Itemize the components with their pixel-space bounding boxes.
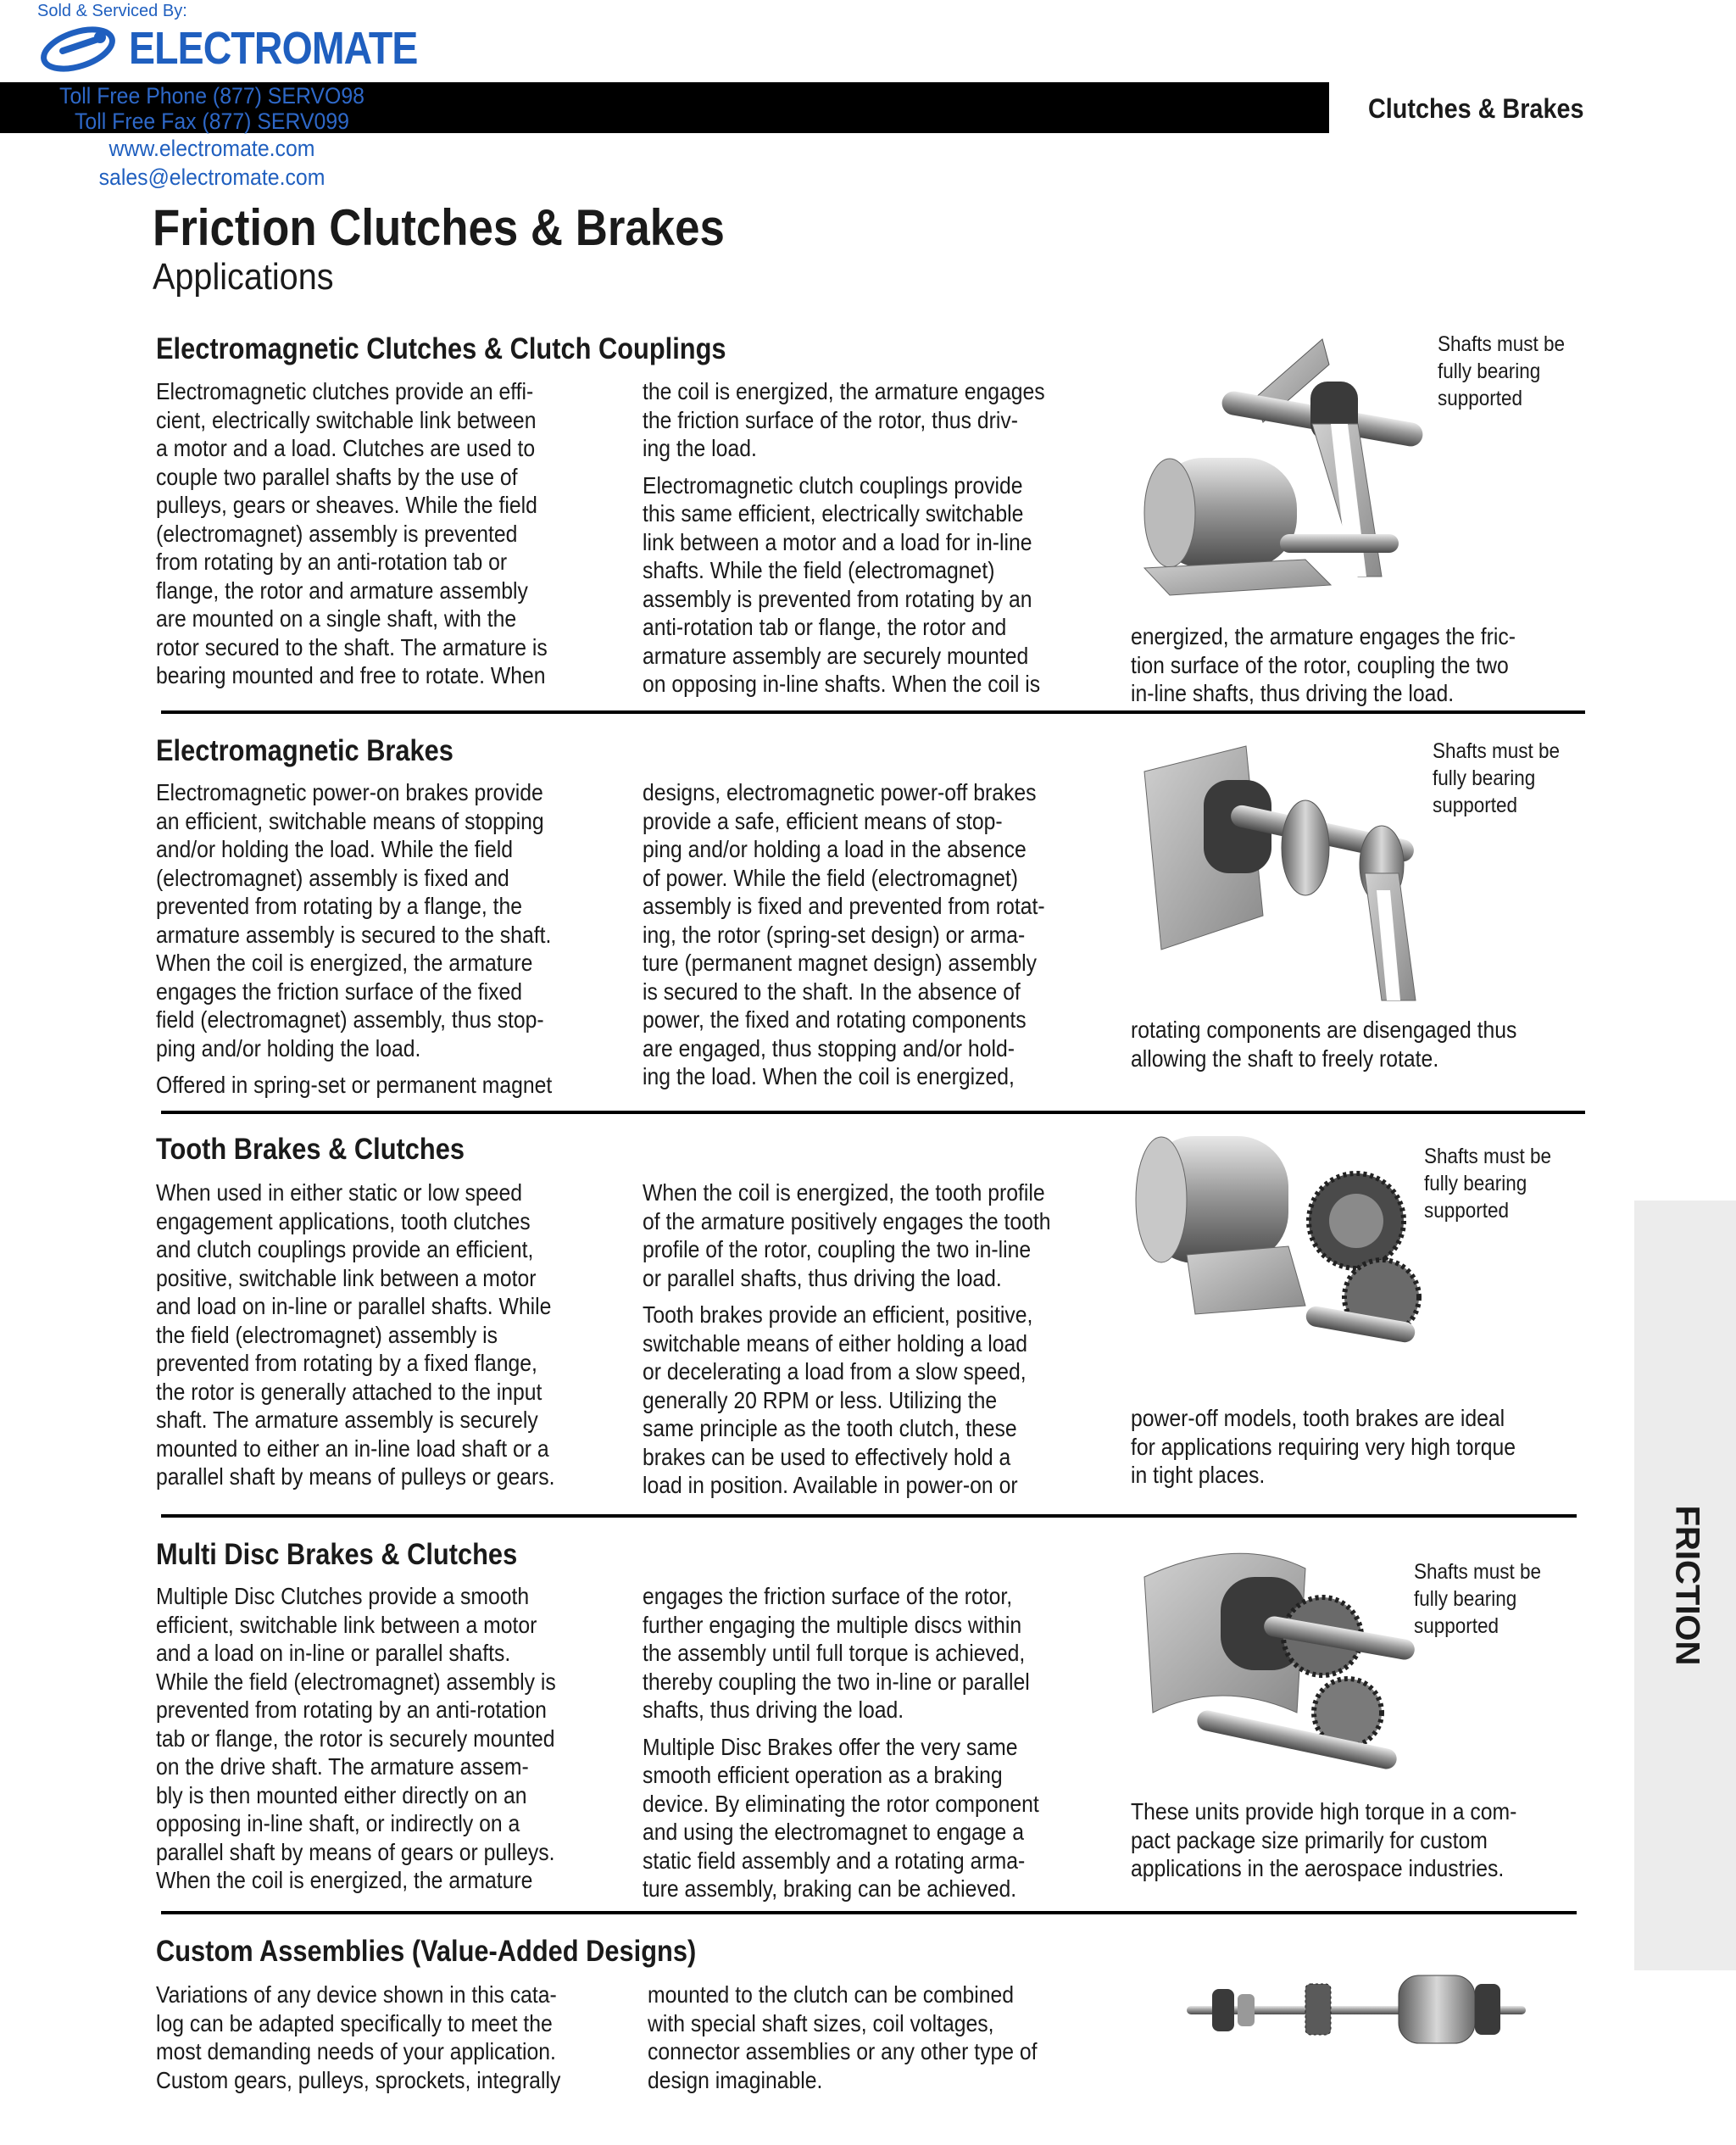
section-divider (161, 1514, 1577, 1518)
section-heading: Tooth Brakes & Clutches (156, 1133, 465, 1166)
bearing-note: Shafts must be fully bearing supported (1438, 332, 1566, 410)
email-link[interactable]: sales@electromate.com (98, 164, 326, 190)
paragraph: Electromagnetic clutches provide an effi- cient, electrically switchable link between a motor and a load. Clutches are used to couple two parallel shafts by the use of pulleys, gears or sheaves. While the field (electromagnet) assembly is prevented from rotating by an anti-rotation tab or flange, the rotor and armature assembly are mounted on a single shaft, with the rotor secured to the shaft. The armature is bearing mounted and free to rotate. When (156, 378, 548, 688)
section-divider (161, 1911, 1577, 1914)
section-text-col3: power-off models, tooth brakes are ideal for applications requiring very high torque in tight places. (1131, 1405, 1516, 1488)
section-text-col2 (643, 778, 1077, 1100)
paragraph: Offered in spring-set or permanent magnet (156, 1072, 553, 1098)
bearing-note: Shafts must be fully bearing supported (1414, 1560, 1542, 1638)
section-text-col3: energized, the armature engages the fric- tion surface of the rotor, coupling the two in-line shafts, thus driving the load. (1131, 623, 1516, 706)
bearing-note: Shafts must be fully bearing supported (1433, 739, 1561, 817)
electromate-logo-icon (37, 25, 122, 73)
side-tab-label: FRICTION (1668, 1505, 1706, 1666)
multi-disc-illustration (1136, 1543, 1424, 1797)
catalog-section-label: Clutches & Brakes (1368, 93, 1584, 124)
page-title: Friction Clutches & Brakes (153, 199, 725, 256)
paragraph: engages the friction surface of the rotor, further engaging the multiple discs within the assembly until full torque is achieved, thereby coupling the two in-line or parallel shafts, thus driving the load. (643, 1583, 1030, 1723)
section-heading: Electromagnetic Brakes (156, 734, 453, 767)
bearing-note: Shafts must be fully bearing supported (1424, 1145, 1552, 1223)
paragraph: Electromagnetic power-on brakes provide an efficient, switchable means of stopping and/or holding the load. While the field (electromagnet) assembly is fixed and prevented from rotating by a flange, the armature assembly is secured to the shaft. When the coil is energized, the armature engages the friction surface of the fixed field (electromagnet) assembly, thus stop- ping and/or holding the load. (156, 779, 552, 1061)
section-text-col1 (156, 377, 591, 699)
section-text-col2 (643, 1582, 1077, 1912)
paragraph: When used in either static or low speed engagement applications, tooth clutches and clutch couplings provide an efficient, positive, switchable link between a motor and load on in-line or parallel shafts. While the field (electromagnet) assembly is prevented from rotating by a fixed flange, the rotor is generally attached to the input shaft. The armature assembly is securely mounted to either an in-line load shaft or a parallel shaft by means of pulleys or gears. (156, 1179, 555, 1490)
brand-name: ELECTROMATE (129, 23, 418, 74)
fax-number: Toll Free Fax (877) SERV099 (74, 109, 349, 134)
section-text-col2 (643, 377, 1077, 707)
website-link[interactable]: www.electromate.com (108, 136, 315, 161)
section-heading: Custom Assemblies (Value-Added Designs) (156, 1935, 697, 1968)
section-text-col2 (648, 1981, 1082, 2103)
clutch-illustration (1136, 331, 1424, 619)
section-text-col2 (643, 1178, 1077, 1508)
paragraph: Variations of any device shown in this cata- log can be adapted specifically to meet the most demanding needs of your application. Custom gears, pulleys, sprockets, integrally (156, 1981, 561, 2093)
section-text-col3: These units provide high torque in a com- pact package size primarily for custom applications in the aerospace industries. (1131, 1798, 1517, 1881)
sold-by-label: Sold & Serviced By: (37, 2, 187, 20)
section-text-col3: rotating components are disengaged thus allowing the shaft to freely rotate. (1131, 1017, 1517, 1072)
paragraph: Multiple Disc Brakes offer the very same smooth efficient operation as a braking device. By eliminating the rotor component and using the electromagnet to engage a static field assembly and a rotating arma- ture assembly, braking can be achieved. (643, 1733, 1039, 1902)
brake-illustration (1136, 729, 1424, 1009)
section-divider (161, 1111, 1585, 1114)
paragraph: Electromagnetic clutch couplings provide this same efficient, electrically switchable link between a motor and a load for in-line shafts. While the field (electromagnet) assembly is prevented from rotating by an anti-rotation tab or flange, the rotor and armature assembly are securely mounted on opposing in-line shafts. When the coil is (643, 471, 1041, 697)
section-text-col1 (156, 778, 591, 1108)
paragraph: designs, electromagnetic power-off brakes provide a safe, efficient means of stop- ping and/or holding a load in the absence of power. While the field (electromagnet) assembly is fixed and prevented from rotat- ing, the rotor (spring-set design) or arma- ture (permanent magnet design) assembly is secured to the shaft. In the absence of power, the fixed and rotating components are engaged, thus stopping and/or hold- ing the load. When the coil is energized, (643, 779, 1045, 1089)
section-text-col1 (156, 1178, 591, 1500)
paragraph: the coil is energized, the armature engages the friction surface of the rotor, thus driv- ing the load. (643, 378, 1045, 461)
custom-assembly-illustration (1178, 1958, 1534, 2060)
section-text-col1 (156, 1582, 591, 1903)
paragraph: Tooth brakes provide an efficient, positive, switchable means of either holding a load or decelerating a load from a slow speed, generally 20 RPM or less. Utilizing the same principle as the tooth clutch, these brakes can be used to effectively hold a load in position. Available in power-on or (643, 1301, 1033, 1498)
paragraph: mounted to the clutch can be combined with special shaft sizes, coil voltages, connector assemblies or any other type of design imaginable. (648, 1981, 1038, 2093)
section-divider (161, 710, 1585, 714)
page-subtitle: Applications (153, 256, 334, 298)
tooth-clutch-illustration (1136, 1128, 1424, 1382)
phone-number: Toll Free Phone (877) SERVO98 (59, 83, 364, 109)
section-heading: Multi Disc Brakes & Clutches (156, 1538, 518, 1571)
paragraph: When the coil is energized, the tooth profile of the armature positively engages the tooth profile of the rotor, coupling the two in-line or parallel shafts, thus driving the load. (643, 1179, 1051, 1291)
paragraph: Multiple Disc Clutches provide a smooth efficient, switchable link between a motor and a load on in-line or parallel shafts. While the field (electromagnet) assembly is prevented from rotating by an anti-rotation tab or flange, the rotor is securely mounted on the drive shaft. The armature assem- bly is then mounted either directly on an opposing in-line shaft, or indirectly on a parallel shaft by means of gears or pulleys. When the coil is energized, the armature (156, 1583, 556, 1893)
section-text-col1 (156, 1981, 591, 2103)
section-heading: Electromagnetic Clutches & Clutch Couplings (156, 332, 726, 365)
